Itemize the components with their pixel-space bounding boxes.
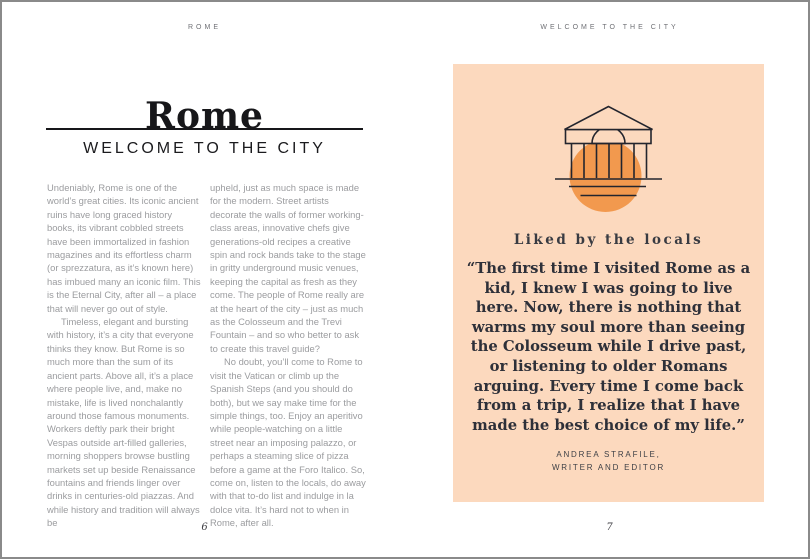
page-number-left: 6 <box>201 522 208 533</box>
quote-attribution-role: WRITER AND EDITOR <box>551 463 666 473</box>
pantheon-icon <box>539 96 679 221</box>
quote-attribution <box>453 448 764 474</box>
running-head-right: WELCOME TO THE CITY <box>540 24 679 31</box>
body-column-1 <box>47 181 202 530</box>
chapter-title-block <box>46 95 363 158</box>
body-paragraph: upheld, just as much space is made for the modern. Street artists decorate the walls of former working-class areas, innovative chefs give generations-old recipes a creative spin and rock bands take to the stage in gritty underground music venues, keeping the capital as fresh as they come. The people of Rome really are at the heart of the city – just as much as the Colosseum and the Trevi Fountain – and so who better to ask to create this travel guide? <box>210 182 366 354</box>
quote-card-heading: Liked by the locals <box>513 232 704 248</box>
body-paragraph: Timeless, elegant and bursting with history, it’s a city that everyone thinks they know. But Rome is so much more than the sum of its ancient parts. Above all, it’s a place where people live, and, make no mistake, life is lived nonchalantly around those famous monuments. Workers deftly park their bright Vespas outside art-filled galleries, morning shoppers browse bustling markets set up beside Renaissance fountains and friends linger over drinks in centuries-old piazzas. And while history and tradition will always be <box>47 316 200 529</box>
body-paragraph: Undeniably, Rome is one of the world’s great cities. Its iconic ancient ruins have long graced history books, its vibrant cobbled streets have been immortalized in fashion magazines and its effortless charm (or sprezzatura, as it’s known here) has imbued many an iconic film. This is the Eternal City, after all – a place that will never go out of style. <box>47 182 201 314</box>
running-head-left: ROME <box>188 24 221 31</box>
body-paragraph: No doubt, you’ll come to Rome to visit the Vatican or climb up the Spanish Steps (and you should do both), but we say make time for the simple things, too. Enjoy an aperitivo while people-watching on a little street near an imposing palazzo, or perhaps a steaming slice of pizza before a game at the Foro Italico. So, come on, listen to the locals, do away with that to-do list and indulge in la dolce vita. It’s hard not to when in Rome, after all. <box>210 356 366 529</box>
page-title: Rome <box>145 95 264 137</box>
locals-quote-text: “The first time I visited Rome as a kid, I knew I was going to live here. Now, there is nothing that warms my soul more than seeing the Colosseum while I drive past, or listening to older Romans arguing. Every time I come back from a trip, I realize that I have made the best choice of my life.” <box>466 260 751 434</box>
page-number-right: 7 <box>606 522 613 533</box>
quote-attribution-name: ANDREA STRAFILE, <box>556 450 661 460</box>
page-subtitle: WELCOME TO THE CITY <box>83 140 326 157</box>
locals-quote-card <box>453 64 764 502</box>
body-column-2 <box>210 181 366 530</box>
title-row <box>46 95 363 137</box>
